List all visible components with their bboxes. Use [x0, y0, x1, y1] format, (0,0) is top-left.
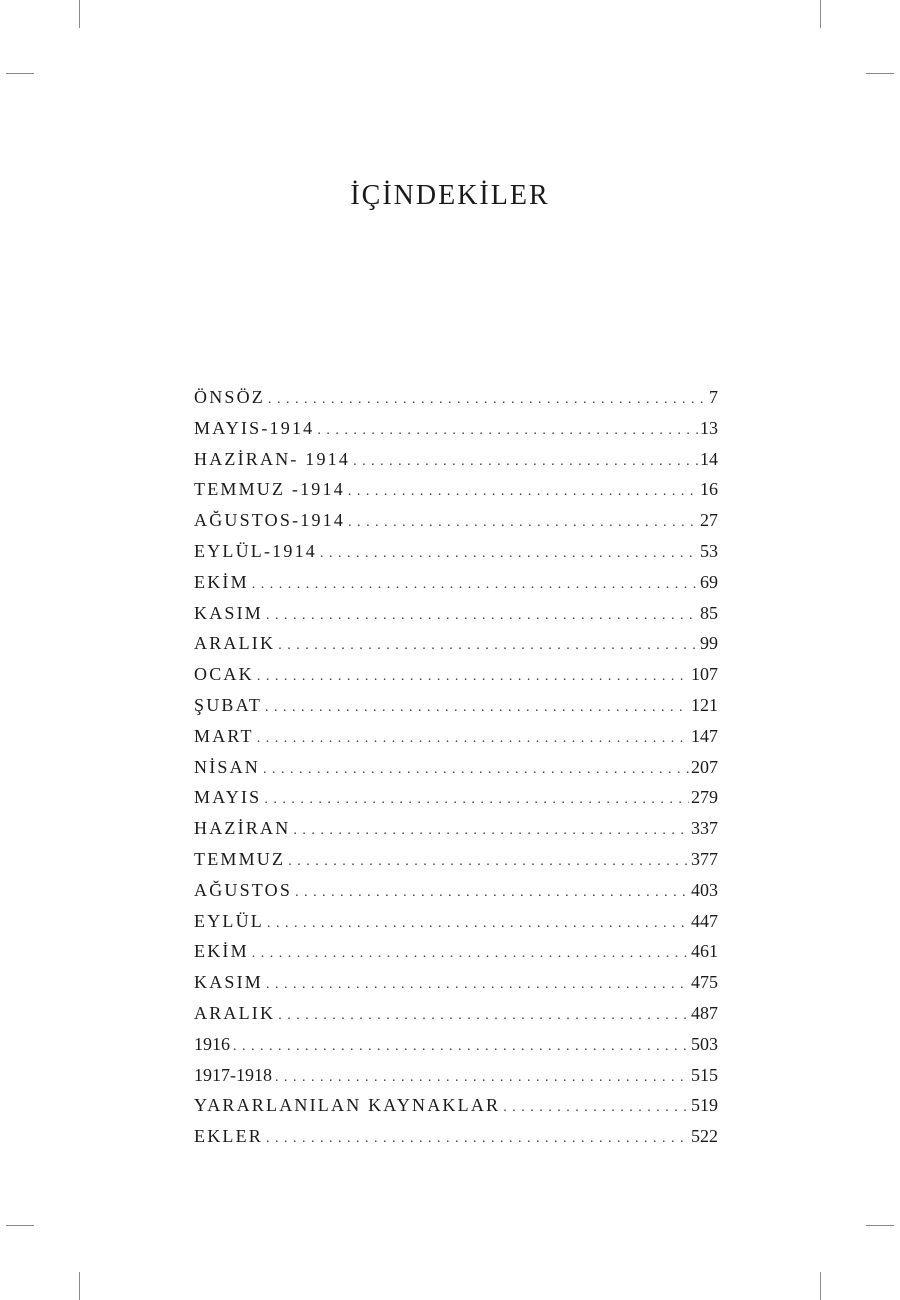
- toc-entry-page-number: 337: [691, 818, 718, 839]
- toc-entry-page-number: 27: [700, 510, 718, 531]
- toc-entry-label: KASIM: [194, 602, 264, 623]
- toc-entry-page-number: 207: [691, 756, 718, 777]
- toc-entry[interactable]: [194, 505, 718, 536]
- toc-entry-leader-dots: [265, 693, 689, 721]
- toc-entry-page-number: 53: [700, 540, 718, 561]
- toc-entry-label: HAZİRAN: [194, 818, 291, 839]
- toc-entry-label: ARALIK: [194, 633, 276, 654]
- crop-mark-bottom-right-horizontal: [866, 1225, 894, 1226]
- toc-entry-leader-dots: [353, 447, 698, 475]
- toc-entry-page-number: 7: [709, 387, 718, 407]
- crop-mark-bottom-left-vertical: [79, 1272, 80, 1300]
- toc-entry-label: YARARLANILAN KAYNAKLAR: [194, 1095, 501, 1116]
- toc-entry-page-number: 522: [691, 1126, 718, 1147]
- toc-entry-leader-dots: [503, 1093, 689, 1121]
- toc-entry[interactable]: [194, 382, 718, 413]
- crop-mark-top-right-horizontal: [866, 73, 894, 74]
- toc-entry-leader-dots: [348, 477, 698, 505]
- crop-mark-bottom-left-horizontal: [6, 1225, 34, 1226]
- toc-entry[interactable]: [194, 1029, 718, 1060]
- crop-mark-top-left-vertical: [79, 0, 80, 28]
- crop-mark-top-left-horizontal: [6, 73, 34, 74]
- toc-entry[interactable]: [194, 844, 718, 875]
- toc-entry[interactable]: [194, 413, 718, 444]
- table-of-contents: [194, 382, 718, 1152]
- toc-entry-leader-dots: [278, 1001, 689, 1029]
- toc-entry-leader-dots: [252, 939, 689, 967]
- toc-entry-label: MART: [194, 725, 254, 746]
- toc-entry-page-number: 403: [691, 879, 718, 900]
- toc-entry-label: 1916: [194, 1033, 230, 1054]
- toc-entry-label: EYLÜL: [194, 910, 264, 931]
- toc-entry-leader-dots: [233, 1032, 689, 1060]
- toc-entry-page-number: 16: [700, 479, 718, 500]
- toc-entry-page-number: 487: [691, 1002, 718, 1023]
- toc-entry[interactable]: [194, 721, 718, 752]
- toc-entry-page-number: 14: [700, 448, 718, 469]
- crop-mark-top-right-vertical: [820, 0, 821, 28]
- toc-entry-page-number: 377: [691, 848, 718, 869]
- toc-entry[interactable]: [194, 628, 718, 659]
- toc-entry[interactable]: [194, 1121, 718, 1152]
- toc-entry-label: ŞUBAT: [194, 694, 263, 715]
- toc-entry[interactable]: [194, 752, 718, 783]
- toc-entry-page-number: 69: [700, 571, 718, 592]
- toc-entry-leader-dots: [348, 508, 698, 536]
- toc-entry[interactable]: [194, 598, 718, 629]
- toc-entry[interactable]: [194, 690, 718, 721]
- toc-entry-leader-dots: [257, 724, 689, 752]
- toc-entry[interactable]: [194, 474, 718, 505]
- toc-entry[interactable]: [194, 1090, 718, 1121]
- toc-entry-label: AĞUSTOS: [194, 879, 293, 900]
- toc-entry[interactable]: [194, 936, 718, 967]
- toc-entry-leader-dots: [266, 970, 689, 998]
- toc-entry-page-number: 121: [691, 694, 718, 715]
- toc-entry-page-number: 503: [691, 1033, 718, 1054]
- toc-entry-leader-dots: [267, 909, 689, 937]
- toc-entry-label: KASIM: [194, 972, 264, 993]
- toc-entry-leader-dots: [257, 662, 689, 690]
- toc-entry[interactable]: [194, 536, 718, 567]
- toc-entry-page-number: 147: [691, 725, 718, 746]
- toc-entry[interactable]: [194, 998, 718, 1029]
- toc-entry[interactable]: [194, 875, 718, 906]
- toc-entry-page-number: 447: [691, 910, 718, 931]
- toc-entry-leader-dots: [266, 601, 698, 629]
- toc-entry[interactable]: [194, 444, 718, 475]
- toc-entry-leader-dots: [295, 878, 689, 906]
- toc-entry-leader-dots: [268, 385, 707, 413]
- toc-entry-label: HAZİRAN- 1914: [194, 448, 351, 469]
- toc-entry[interactable]: [194, 906, 718, 937]
- toc-entry-label: ÖNSÖZ: [194, 387, 266, 407]
- toc-entry-label: OCAK: [194, 664, 254, 685]
- toc-entry-label: EYLÜL-1914: [194, 540, 317, 561]
- toc-entry-label: 1917-1918: [194, 1064, 272, 1085]
- toc-entry[interactable]: [194, 659, 718, 690]
- toc-entry[interactable]: [194, 782, 718, 813]
- toc-entry-label: TEMMUZ: [194, 848, 286, 869]
- toc-entry-leader-dots: [275, 1063, 689, 1091]
- toc-entry-page-number: 279: [691, 787, 718, 808]
- toc-entry-label: EKİM: [194, 941, 249, 962]
- toc-entry-leader-dots: [278, 631, 698, 659]
- toc-entry-leader-dots: [288, 847, 689, 875]
- toc-entry-label: TEMMUZ -1914: [194, 479, 345, 500]
- toc-entry-label: EKİM: [194, 571, 249, 592]
- toc-entry[interactable]: [194, 1060, 718, 1091]
- toc-entry-page-number: 13: [700, 417, 718, 438]
- toc-entry-label: MAYIS: [194, 787, 262, 808]
- toc-entry-label: NİSAN: [194, 756, 261, 777]
- toc-entry-page-number: 515: [691, 1064, 718, 1085]
- toc-entry[interactable]: [194, 813, 718, 844]
- toc-entry-label: MAYIS-1914: [194, 417, 315, 438]
- toc-entry-leader-dots: [320, 539, 698, 567]
- toc-entry[interactable]: [194, 967, 718, 998]
- page-title: İÇİNDEKİLER: [350, 180, 550, 211]
- crop-mark-bottom-right-vertical: [820, 1272, 821, 1300]
- toc-entry-leader-dots: [266, 1124, 689, 1152]
- toc-entry-page-number: 475: [691, 972, 718, 993]
- toc-entry-leader-dots: [263, 755, 689, 783]
- toc-entry-leader-dots: [293, 816, 689, 844]
- toc-entry-page-number: 461: [691, 941, 718, 962]
- toc-entry[interactable]: [194, 567, 718, 598]
- toc-entry-label: EKLER: [194, 1126, 263, 1147]
- toc-entry-page-number: 519: [691, 1095, 718, 1116]
- toc-entry-leader-dots: [317, 416, 698, 444]
- toc-entry-label: AĞUSTOS-1914: [194, 510, 346, 531]
- toc-entry-page-number: 99: [700, 633, 718, 654]
- toc-entry-page-number: 85: [700, 602, 718, 623]
- toc-entry-leader-dots: [264, 785, 689, 813]
- toc-entry-label: ARALIK: [194, 1002, 276, 1023]
- toc-entry-leader-dots: [252, 570, 698, 598]
- toc-entry-page-number: 107: [691, 664, 718, 685]
